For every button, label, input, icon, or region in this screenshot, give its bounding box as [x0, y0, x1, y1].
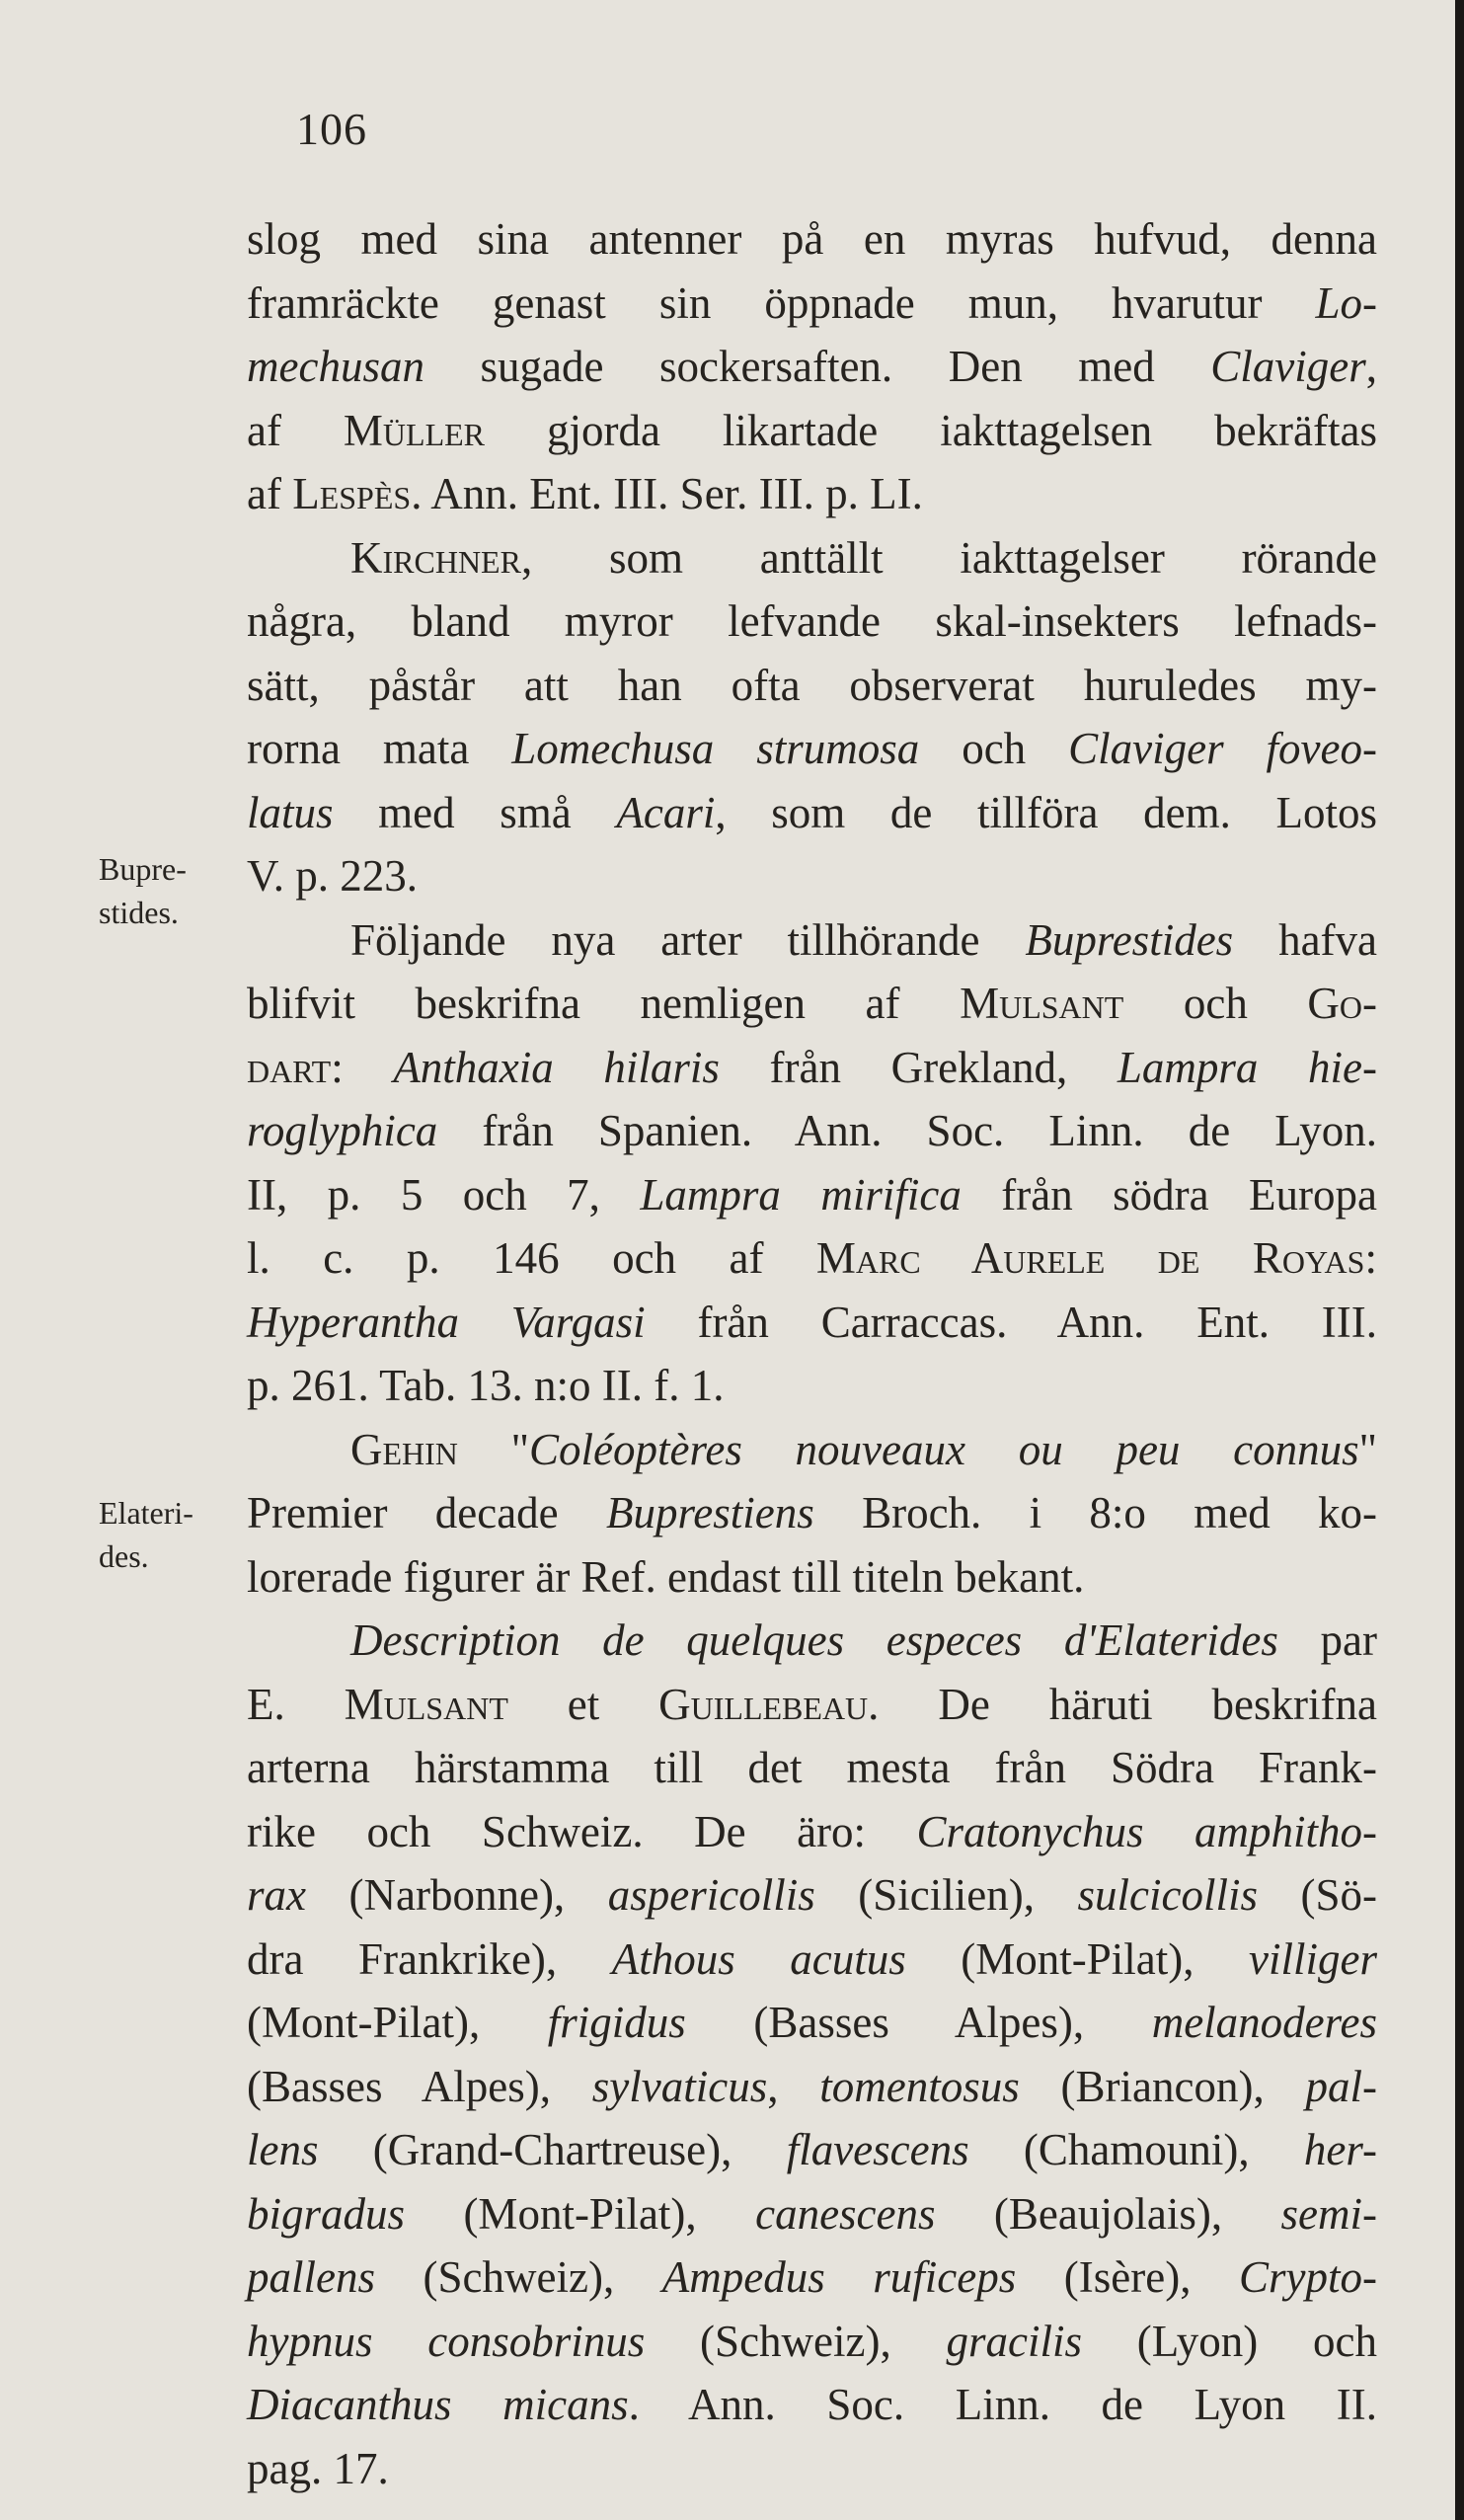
- page-edge: [1455, 0, 1464, 2520]
- text-line: rax (Narbonne), aspericollis (Sicilien), sulcicollis (Sö-: [247, 1870, 1377, 1920]
- paragraph-buprestides: [247, 908, 1377, 1418]
- text-line: rorna mata Lomechusa strumosa och Claviger foveo-: [247, 724, 1377, 773]
- text-line: Description de quelques especes d'Elaterides par: [350, 1615, 1377, 1665]
- text-line: några, bland myror lefvande skal-insekters lefnads-: [247, 596, 1377, 646]
- body-text: [247, 207, 1377, 2500]
- text-line: Diacanthus micans. Ann. Soc. Linn. de Lyon II.: [247, 2380, 1377, 2429]
- text-line: slog med sina antenner på en myras hufvud, denna: [247, 214, 1377, 264]
- author-name: Mulsant: [960, 979, 1124, 1028]
- text-line: latus med små Acari, som de tillföra dem. Lotos: [247, 787, 1377, 837]
- text-line: bigradus (Mont-Pilat), canescens (Beaujolais), semi-: [247, 2188, 1377, 2239]
- text-line: rike och Schweiz. De äro: Cratonychus amphitho-: [247, 1806, 1377, 1856]
- paragraph-gehin: [247, 1418, 1377, 1610]
- text-line: lens (Grand-Chartreuse), flavescens (Chamouni), her-: [247, 2125, 1377, 2174]
- text-line: hypnus consobrinus (Schweiz), gracilis (Lyon) och: [247, 2316, 1378, 2366]
- text-line: pag. 17.: [247, 2443, 389, 2493]
- text-line: V. p. 223.: [247, 851, 418, 901]
- text-line: E. Mulsant et Guillebeau. De häruti beskrifna: [247, 1679, 1377, 1729]
- text-line: Följande nya arter tillhörande Buprestides hafva: [350, 914, 1378, 965]
- text-line: II, p. 5 och 7, Lampra mirifica från södra Europa: [247, 1169, 1377, 1220]
- text-line: (Basses Alpes), sylvaticus, tomentosus (Briancon), pal-: [247, 2061, 1377, 2111]
- margin-note-buprestides: [99, 847, 237, 934]
- text-line: roglyphica från Spanien. Ann. Soc. Linn. de Lyon.: [247, 1106, 1377, 1155]
- margin-note-line: Bupre-: [99, 851, 187, 887]
- text-line: l. c. p. 146 och af Marc Aurele de Royas:: [247, 1233, 1377, 1283]
- text-line: lorerade figurer är Ref. endast till titeln bekant.: [247, 1551, 1085, 1602]
- author-name: Lespès: [292, 469, 412, 518]
- text-line: dra Frankrike), Athous acutus (Mont-Pilat), villiger: [247, 1933, 1377, 1984]
- text-line: (Mont-Pilat), frigidus (Basses Alpes), melanoderes: [247, 1998, 1377, 2047]
- author-name: Guillebeau: [658, 1679, 869, 1729]
- text-line: Premier decade Buprestiens Broch. i 8:o med ko-: [247, 1488, 1377, 1537]
- text-line: dart: Anthaxia hilaris från Grekland, Lampra hie-: [247, 1042, 1377, 1092]
- text-line: Hyperantha Vargasi från Carraccas. Ann. Ent. III.: [247, 1297, 1377, 1347]
- author-name: Marc Aurele de Royas: [815, 1233, 1365, 1283]
- paragraph-elaterides: [247, 1609, 1377, 2500]
- margin-note-line: Elateri-: [99, 1495, 193, 1531]
- text-line: Kirchner, som anttällt iakttagelser rörande: [350, 532, 1377, 583]
- text-line: blifvit beskrifna nemligen af Mulsant och Go-: [247, 979, 1377, 1028]
- text-line: p. 261. Tab. 13. n:o II. f. 1.: [247, 1361, 725, 1410]
- text-line: mechusan sugade sockersaften. Den med Claviger,: [247, 342, 1377, 391]
- author-name: Müller: [343, 405, 486, 455]
- text-line: framräckte genast sin öppnade mun, hvarutur Lo-: [247, 277, 1377, 328]
- author-name: Kirchner: [350, 532, 521, 583]
- margin-note-elaterides: [99, 1491, 237, 1578]
- page-number: 106: [296, 104, 367, 154]
- author-name: Gehin: [350, 1424, 458, 1474]
- author-name: Mulsant: [344, 1679, 508, 1729]
- text-line: pallens (Schweiz), Ampedus ruficeps (Isère), Crypto-: [247, 2252, 1378, 2302]
- margin-note-line: des.: [99, 1538, 149, 1574]
- text-line: sätt, påstår att han ofta observerat huruledes my-: [247, 660, 1377, 710]
- paragraph-lomechusa: [247, 207, 1377, 526]
- margin-note-line: stides.: [99, 895, 179, 930]
- text-line: af Lespès. Ann. Ent. III. Ser. III. p. LI.: [247, 469, 923, 518]
- text-line: af Müller gjorda likartade iakttagelsen bekräftas: [247, 405, 1377, 455]
- text-line: Gehin "Coléoptères nouveaux ou peu connus": [350, 1424, 1378, 1474]
- text-line: arterna härstamma till det mesta från Södra Frank-: [247, 1743, 1377, 1792]
- paragraph-kirchner: [247, 526, 1377, 908]
